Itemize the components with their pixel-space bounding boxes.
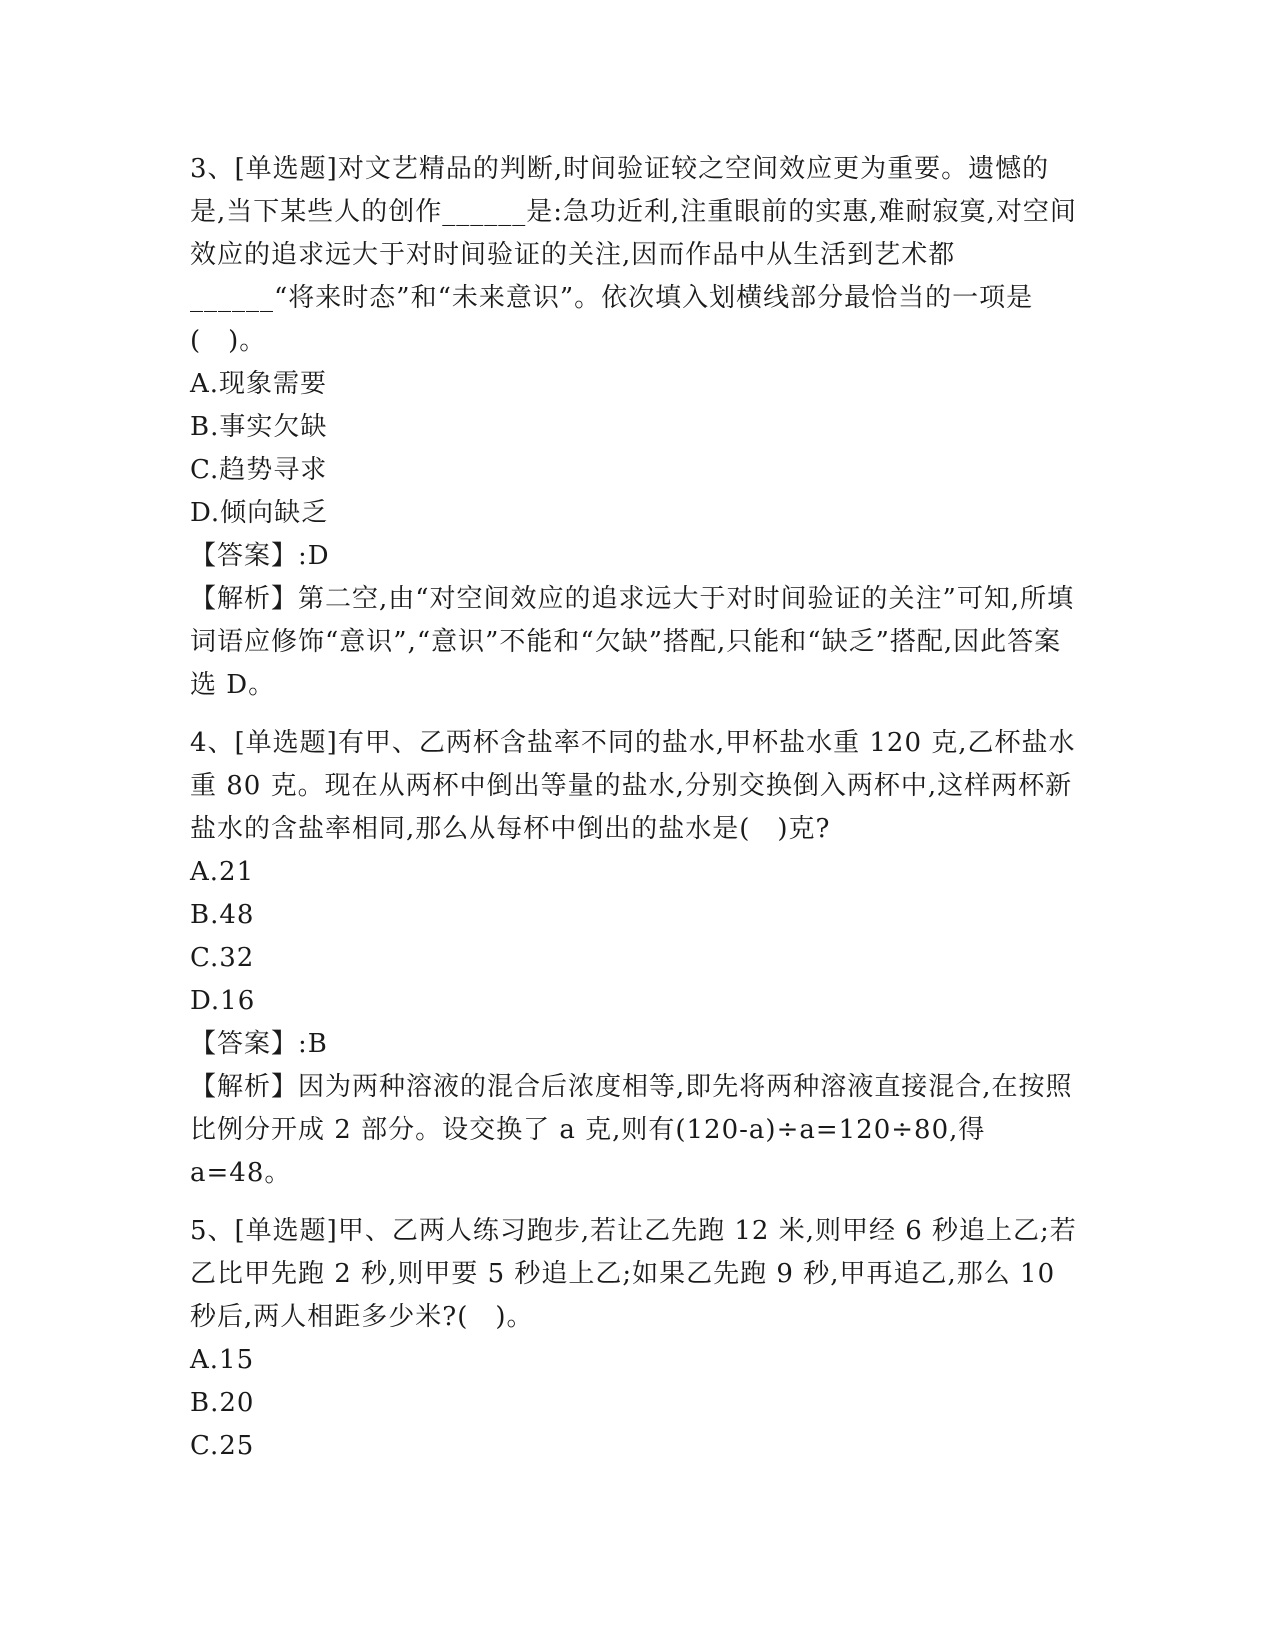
option-d: D.16 [190, 986, 256, 1016]
option-b: B.事实欠缺 [190, 412, 328, 442]
question-stem: 3、[单选题]对文艺精品的判断,时间验证较之空间效应更为重要。遗憾的是,当下某些人的创作______是:急功近利,注重眼前的实惠,难耐寂寞,对空间效应的追求远大于对时间验证的关注,因而作品中从生活到艺术都______“将来时态”和“未来意识”。依次填入划横线部分最恰当的一项是( )。 [190, 154, 1077, 356]
explanation: 【解析】因为两种溶液的混合后浓度相等,即先将两种溶液直接混合,在按照比例分开成 2 部分。设交换了 a 克,则有(120-a)÷a=120÷80,得 a=48。 [190, 1072, 1073, 1188]
question-stem: 4、[单选题]有甲、乙两杯含盐率不同的盐水,甲杯盐水重 120 克,乙杯盐水重 80 克。现在从两杯中倒出等量的盐水,分别交换倒入两杯中,这样两杯新盐水的含盐率相同,那么从每杯中倒出的盐水是( )克? [190, 728, 1076, 844]
document-page [190, 148, 1080, 1468]
option-c: C.25 [190, 1431, 255, 1461]
option-a: A.21 [190, 857, 255, 887]
option-b: B.20 [190, 1388, 255, 1418]
question-5 [190, 1210, 1080, 1468]
option-d: D.倾向缺乏 [190, 498, 329, 528]
answer-line: 【答案】:B [190, 1029, 328, 1059]
question-4 [190, 722, 1080, 1195]
option-c: C.趋势寻求 [190, 455, 328, 485]
option-a: A.15 [190, 1345, 255, 1375]
option-c: C.32 [190, 943, 255, 973]
option-a: A.现象需要 [190, 369, 328, 399]
option-b: B.48 [190, 900, 255, 930]
answer-line: 【答案】:D [190, 541, 330, 571]
question-stem: 5、[单选题]甲、乙两人练习跑步,若让乙先跑 12 米,则甲经 6 秒追上乙;若乙比甲先跑 2 秒,则甲要 5 秒追上乙;如果乙先跑 9 秒,甲再追乙,那么 10 秒后,两人相距多少米?( )。 [190, 1216, 1077, 1332]
explanation: 【解析】第二空,由“对空间效应的追求远大于对时间验证的关注”可知,所填词语应修饰“意识”,“意识”不能和“欠缺”搭配,只能和“缺乏”搭配,因此答案选 D。 [190, 584, 1075, 700]
question-3 [190, 148, 1080, 707]
